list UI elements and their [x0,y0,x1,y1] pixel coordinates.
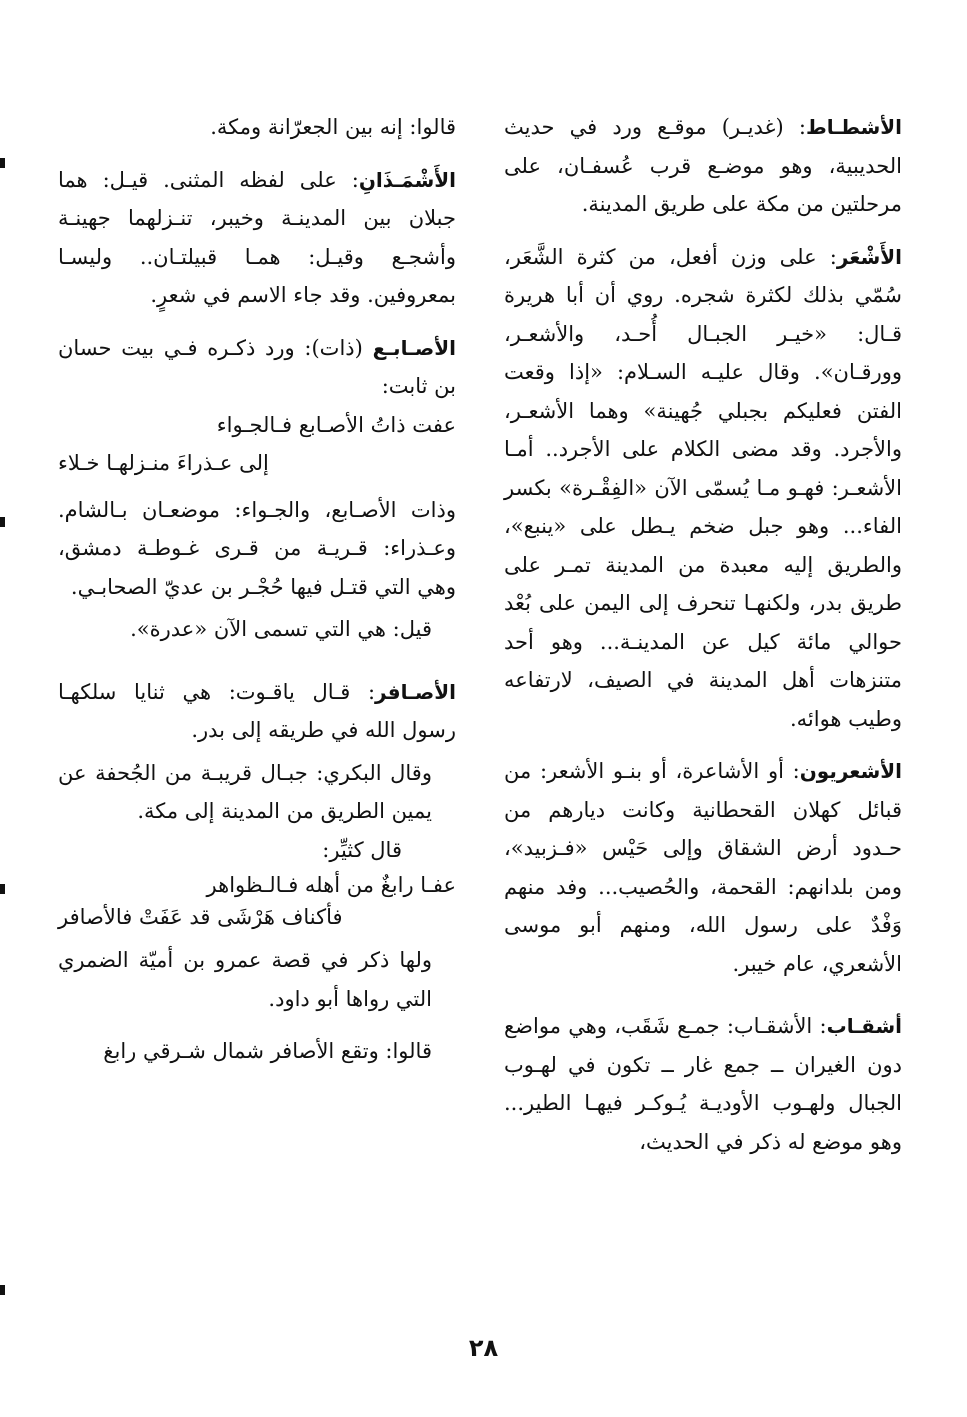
entry-text: : على وزن أفعل، من كثرة الشَّعَر، سُمّي بذلك لكثرة شجره. روي أن أبا هريرة قـال: «خيـر الجبـال أُحـد، والأشعـر، وورقـان». وقال عليـه السـلام: «إذا وقعت الفتن فعليكم بجبلي جُهينة» وهما الأشعـر، والأجرد. وقد مضى الكلام على الأجرد.. أمـا الأشعـر: فهـو مـا يُسمّى الآن «الفِقْـرة» بكسر الفاء... وهو جبل ضخم يـطل على «ينبع»، والطريق إليه معبدة من المدينة تمـر على طريق بدر، ولكنهـا تنحرف إلى اليمن على بُعْد حوالي مائة كيل عن المدينـة... وهو أحد متنزهات أهل المدينة في الصيف، لارتفاعه وطيب هوائه. [504,244,902,731]
kuthayyir-label: قال كثيِّر: [322,837,402,862]
last-line: قالوا: وتقع الأصافر شمال شـرقي رابغ [103,1039,432,1063]
entry-ashtat [504,108,902,224]
entry-heading: الأشطـاط [805,115,902,139]
entry-ashar [504,238,902,739]
entry-heading: الأصـابـع [372,335,456,360]
amr-note: ولها ذكر في قصة عمرو بن أميّة الضمري التي رواها أبو داود. [58,948,432,1011]
entry-ashqab [504,1007,902,1161]
entry-heading: الأصـافر [375,679,456,704]
entry-text: : على لفظه المثنى. قيـل: هما جبلان بين المدينـة وخيبر، تنـزلهما جهينـة وأشجـع وقيـل: همـا قبيلتـان.. وليسـا بمعروفين. وقد جاء الاسم في شعرٍ. [58,167,456,307]
asabi-note: وذات الأصـابع، والجـواء: موضعـان بـالشام. وعـذراء: قـريـة من قـرى غـوطـة دمشق، وهي التي قتـل فيها حُجْـر بن عديّ الصحابـي. [58,497,456,599]
entry-text: : أو الأشاعرة، أو بنـو الأشعر: من قبائل كهلان القحطانية وكانت ديارهم من حـدود أرض الشقاق وإلى حَيْس «فـزبيد»، ومن بلدانهم: القحمة، والحُصيب... وفد منهم وَفْدٌ على رسول الله، ومنهم أبو موسى الأشعري، عام خيبر. [504,759,902,976]
verse-kuthayyir [58,869,456,933]
verse-line: فأكناف هَرْشَى قد عَفَتْ فالأصافر [58,905,343,929]
entry-heading: الأَشْمَـذَانِ [358,167,456,192]
margin-mark [0,517,5,527]
entry-asabi [58,329,456,406]
entry-text: : قـال ياقـوت: هي ثنايا سلكهـا رسول الله في طريقه إلى بدر. [58,679,456,742]
entry-ashariyun [504,752,902,983]
entry-heading: الأَشْعَر [836,244,902,269]
entry-text: : (غديـر) موقـع ورد في حديث الحديبية، وهو موضـع قرب عُسفـان، على مرحلتين من مكة على طريق المدينة. [504,115,902,216]
verse-line: عفت ذاتُ الأصـابع فـالجـواء [216,412,456,437]
verse-hassan [58,406,456,483]
verse-line: عفـا رابغٌ من أهله فـالـظواهر [206,873,456,897]
verse-line: إلى عـذراءَ منـزلهـا خـلاء [58,451,269,475]
entry-text: : الأشقـاب: جمـع شَقَب، وهي مواضع دون الغيران ــ جمع غار ــ تكون في لهـوب الجبال ولهـوب الأوديـة يُـوكـر فيهـا الطير... وهو موضع له ذكر في الحديث، [504,1014,902,1154]
left-column [58,108,456,1085]
entry-heading: أشقـاب [826,1014,902,1038]
page-number: ٢٨ [468,1334,499,1362]
bakri-note: وقال البكري: جبـال قريبـة من الجُحفة عن يمين الطريق من المدينة إلى مكة. [58,760,432,823]
entry-ashmadhan [58,161,456,315]
margin-mark [0,158,5,168]
entry-text: (ذات): ورد ذكـره فـي بيت حسان بن ثابت: [58,335,456,398]
right-column [504,108,902,1175]
margin-mark [0,1285,5,1295]
asabi-note-2: قيل: هي التي تسمى الآن «عدرة». [130,617,432,641]
entry-heading: الأشعريون [799,759,902,783]
margin-mark [0,884,5,894]
entry-asafir [58,673,456,750]
continuation-text: قالوا: إنه بين الجعرّانة ومكة. [210,115,456,139]
